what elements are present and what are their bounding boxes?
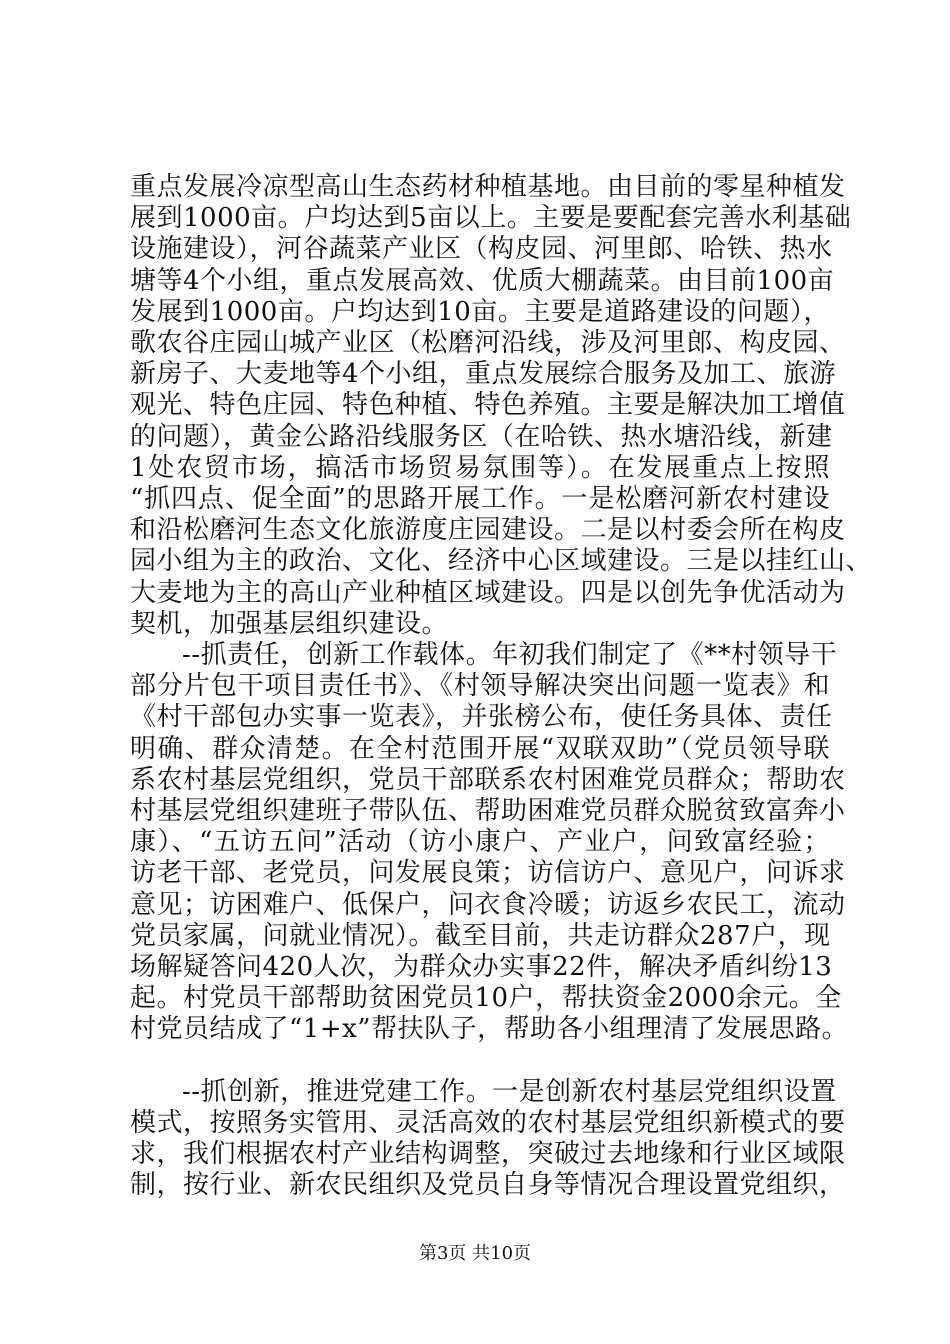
paragraph-1-line-9: 的问题），黄金公路沿线服务区（在哈铁、热水塘沿线，新建 (130, 421, 833, 452)
paragraph-1-line-11: “抓四点、促全面”的思路开展工作。一是松磨河新农村建设 (130, 484, 830, 515)
paragraph-1-line-13: 园小组为主的政治、文化、经济中心区域建设。三是以挂红山、 (130, 546, 873, 577)
paragraph-2-line-13: 村党员结成了“1+x”帮扶队子，帮助各小组理清了发展思路。 (130, 1014, 849, 1045)
paragraph-1-line-12: 和沿松磨河生态文化旅游度庄园建设。二是以村委会所在构皮 (130, 515, 846, 546)
paragraph-1-line-7: 新房子、大麦地等4个小组，重点发展综合服务及加工、旅游 (130, 359, 837, 390)
paragraph-2-line-1: --抓责任，创新工作载体。年初我们制定了《**村领导干 (182, 640, 838, 671)
paragraph-1-line-2: 展到1000亩。户均达到5亩以上。主要是要配套完善水利基础 (130, 203, 852, 234)
paragraph-2-line-10: 党员家属，问就业情况）。截至目前，共走访群众287户，现 (130, 920, 831, 951)
paragraph-1-line-6: 歌农谷庄园山城产业区（松磨河沿线，涉及河里郎、构皮园、 (130, 328, 846, 359)
paragraph-2-line-12: 起。村党员干部帮助贫困党员10户，帮扶资金2000余元。全 (130, 983, 842, 1014)
paragraph-2-line-3: 《村干部包办实事一览表》，并张榜公布，使任务具体、责任 (130, 702, 833, 733)
paragraph-3-line-4: 制，按行业、新农民组织及党员自身等情况合理设置党组织， (130, 1170, 846, 1201)
paragraph-2-line-11: 场解疑答问420人次，为群众办实事22件，解决矛盾纠纷13 (130, 952, 833, 983)
paragraph-1-line-3: 设施建设），河谷蔬菜产业区（构皮园、河里郎、哈铁、热水 (130, 234, 833, 265)
paragraph-2-line-2: 部分片包干项目责任书》、《村领导解决突出问题一览表》和 (130, 671, 830, 702)
paragraph-2-line-7: 康）、“五访五问”活动（访小康户、产业户，问致富经验； (130, 827, 830, 858)
page-number-footer: 第3页 共10页 (418, 1243, 532, 1264)
paragraph-2-line-4: 明确、群众清楚。在全村范围开展“双联双助”（党员领导联 (130, 733, 830, 764)
paragraph-1-line-8: 观光、特色庄园、特色种植、特色养殖。主要是解决加工增值 (130, 390, 846, 421)
paragraph-2-line-9: 意见；访困难户、低保户，问衣食冷暖；访返乡农民工，流动 (130, 889, 846, 920)
paragraph-2-line-6: 村基层党组织建班子带队伍、帮助困难党员群众脱贫致富奔小 (130, 796, 846, 827)
document-body (130, 172, 873, 1202)
paragraph-1-line-4: 塘等4个小组，重点发展高效、优质大棚蔬菜。由目前100亩 (130, 265, 835, 296)
paragraph-1-line-15: 契机，加强基层组织建设。 (130, 608, 449, 639)
paragraph-3-line-1: --抓创新，推进党建工作。一是创新农村基层党组织设置 (182, 1076, 837, 1107)
paragraph-3-line-2: 模式，按照务实管用、灵活高效的农村基层党组织新模式的要 (130, 1107, 846, 1138)
paragraph-1-line-5: 发展到1000亩。户均达到10亩。主要是道路建设的问题）， (130, 296, 830, 327)
paragraph-3-line-3: 求，我们根据农村产业结构调整，突破过去地缘和行业区域限 (130, 1139, 846, 1170)
paragraph-1-line-14: 大麦地为主的高山产业种植区域建设。四是以创先争优活动为 (130, 577, 846, 608)
paragraph-2-line-5: 系农村基层党组织，党员干部联系农村困难党员群众；帮助农 (130, 764, 846, 795)
paragraph-1-line-10: 1处农贸市场，搞活市场贸易氛围等）。在发展重点上按照 (130, 452, 830, 483)
paragraph-2-line-8: 访老干部、老党员，问发展良策；访信访户、意见户，问诉求 (130, 858, 846, 889)
paragraph-1-line-1: 重点发展冷凉型高山生态药材种植基地。由目前的零星种植发 (130, 172, 846, 202)
